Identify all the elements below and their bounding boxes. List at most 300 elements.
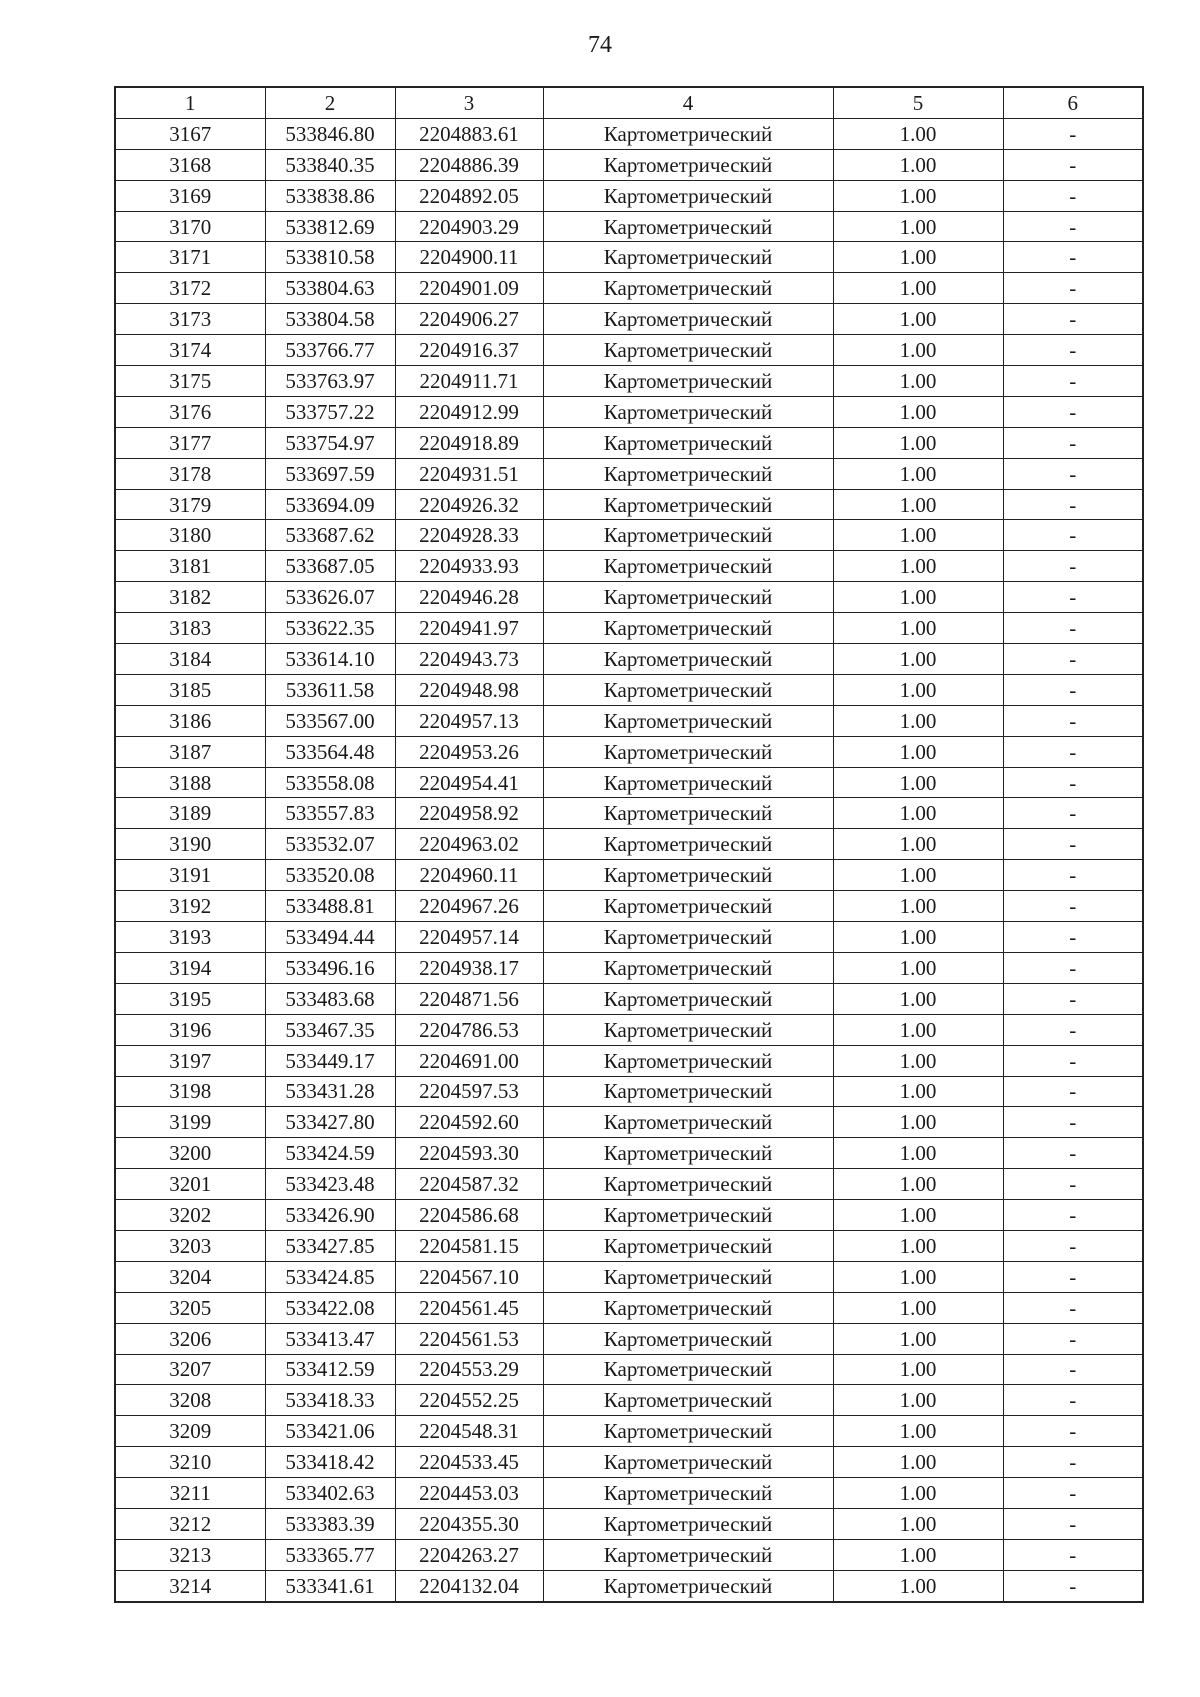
method-cell: Картометрический (543, 396, 833, 427)
y-coordinate-cell: 2204592.60 (395, 1107, 543, 1138)
note-cell: - (1003, 1354, 1143, 1385)
y-coordinate-cell: 2204561.45 (395, 1292, 543, 1323)
accuracy-cell: 1.00 (833, 644, 1003, 675)
method-cell: Картометрический (543, 1570, 833, 1601)
y-coordinate-cell: 2204883.61 (395, 118, 543, 149)
y-coordinate-cell: 2204958.92 (395, 798, 543, 829)
method-cell: Картометрический (543, 211, 833, 242)
x-coordinate-cell: 533564.48 (265, 736, 395, 767)
coordinates-table (114, 86, 1144, 1603)
x-coordinate-cell: 533567.00 (265, 705, 395, 736)
method-cell: Картометрический (543, 1385, 833, 1416)
y-coordinate-cell: 2204786.53 (395, 1014, 543, 1045)
x-coordinate-cell: 533496.16 (265, 952, 395, 983)
method-cell: Картометрический (543, 1261, 833, 1292)
note-cell: - (1003, 1138, 1143, 1169)
note-cell: - (1003, 118, 1143, 149)
accuracy-cell: 1.00 (833, 1570, 1003, 1601)
point-number-cell: 3187 (115, 736, 265, 767)
table-row (115, 242, 1143, 273)
y-coordinate-cell: 2204938.17 (395, 952, 543, 983)
table-row (115, 1570, 1143, 1601)
point-number-cell: 3170 (115, 211, 265, 242)
x-coordinate-cell: 533426.90 (265, 1200, 395, 1231)
note-cell: - (1003, 829, 1143, 860)
method-cell: Картометрический (543, 458, 833, 489)
y-coordinate-cell: 2204928.33 (395, 520, 543, 551)
x-coordinate-cell: 533840.35 (265, 149, 395, 180)
table-row (115, 1107, 1143, 1138)
note-cell: - (1003, 674, 1143, 705)
y-coordinate-cell: 2204957.13 (395, 705, 543, 736)
note-cell: - (1003, 1416, 1143, 1447)
method-cell: Картометрический (543, 736, 833, 767)
note-cell: - (1003, 1539, 1143, 1570)
point-number-cell: 3211 (115, 1478, 265, 1509)
table-row (115, 149, 1143, 180)
y-coordinate-cell: 2204597.53 (395, 1076, 543, 1107)
point-number-cell: 3197 (115, 1045, 265, 1076)
x-coordinate-cell: 533488.81 (265, 891, 395, 922)
y-coordinate-cell: 2204892.05 (395, 180, 543, 211)
y-coordinate-cell: 2204911.71 (395, 366, 543, 397)
y-coordinate-cell: 2204946.28 (395, 582, 543, 613)
method-cell: Картометрический (543, 1323, 833, 1354)
accuracy-cell: 1.00 (833, 458, 1003, 489)
method-cell: Картометрический (543, 551, 833, 582)
method-cell: Картометрический (543, 922, 833, 953)
method-cell: Картометрический (543, 273, 833, 304)
x-coordinate-cell: 533422.08 (265, 1292, 395, 1323)
x-coordinate-cell: 533611.58 (265, 674, 395, 705)
method-cell: Картометрический (543, 1416, 833, 1447)
point-number-cell: 3192 (115, 891, 265, 922)
point-number-cell: 3184 (115, 644, 265, 675)
accuracy-cell: 1.00 (833, 1478, 1003, 1509)
y-coordinate-cell: 2204957.14 (395, 922, 543, 953)
point-number-cell: 3208 (115, 1385, 265, 1416)
x-coordinate-cell: 533810.58 (265, 242, 395, 273)
note-cell: - (1003, 798, 1143, 829)
y-coordinate-cell: 2204916.37 (395, 335, 543, 366)
point-number-cell: 3196 (115, 1014, 265, 1045)
table-row (115, 798, 1143, 829)
note-cell: - (1003, 1107, 1143, 1138)
table-row (115, 1014, 1143, 1045)
accuracy-cell: 1.00 (833, 366, 1003, 397)
accuracy-cell: 1.00 (833, 829, 1003, 860)
table-row (115, 705, 1143, 736)
note-cell: - (1003, 335, 1143, 366)
accuracy-cell: 1.00 (833, 1169, 1003, 1200)
x-coordinate-cell: 533766.77 (265, 335, 395, 366)
y-coordinate-cell: 2204918.89 (395, 427, 543, 458)
table-row (115, 1261, 1143, 1292)
accuracy-cell: 1.00 (833, 118, 1003, 149)
method-cell: Картометрический (543, 1200, 833, 1231)
point-number-cell: 3182 (115, 582, 265, 613)
table-row (115, 922, 1143, 953)
method-cell: Картометрический (543, 489, 833, 520)
accuracy-cell: 1.00 (833, 1200, 1003, 1231)
accuracy-cell: 1.00 (833, 1385, 1003, 1416)
table-row (115, 551, 1143, 582)
table-row (115, 1169, 1143, 1200)
method-cell: Картометрический (543, 705, 833, 736)
accuracy-cell: 1.00 (833, 489, 1003, 520)
accuracy-cell: 1.00 (833, 1230, 1003, 1261)
note-cell: - (1003, 582, 1143, 613)
table-row (115, 1138, 1143, 1169)
x-coordinate-cell: 533483.68 (265, 983, 395, 1014)
note-cell: - (1003, 489, 1143, 520)
method-cell: Картометрический (543, 767, 833, 798)
note-cell: - (1003, 1323, 1143, 1354)
point-number-cell: 3194 (115, 952, 265, 983)
method-cell: Картометрический (543, 674, 833, 705)
note-cell: - (1003, 458, 1143, 489)
note-cell: - (1003, 1045, 1143, 1076)
method-cell: Картометрический (543, 1014, 833, 1045)
accuracy-cell: 1.00 (833, 860, 1003, 891)
accuracy-cell: 1.00 (833, 427, 1003, 458)
header-cell-2: 2 (265, 87, 395, 118)
table-row (115, 366, 1143, 397)
note-cell: - (1003, 613, 1143, 644)
accuracy-cell: 1.00 (833, 1045, 1003, 1076)
table-row (115, 396, 1143, 427)
note-cell: - (1003, 1076, 1143, 1107)
note-cell: - (1003, 952, 1143, 983)
method-cell: Картометрический (543, 1354, 833, 1385)
y-coordinate-cell: 2204132.04 (395, 1570, 543, 1601)
note-cell: - (1003, 644, 1143, 675)
method-cell: Картометрический (543, 520, 833, 551)
method-cell: Картометрический (543, 242, 833, 273)
page-number: 74 (588, 32, 612, 58)
note-cell: - (1003, 1169, 1143, 1200)
table-row (115, 427, 1143, 458)
point-number-cell: 3167 (115, 118, 265, 149)
header-cell-5: 5 (833, 87, 1003, 118)
point-number-cell: 3173 (115, 304, 265, 335)
table-row (115, 1200, 1143, 1231)
method-cell: Картометрический (543, 1478, 833, 1509)
note-cell: - (1003, 396, 1143, 427)
note-cell: - (1003, 1292, 1143, 1323)
table-row (115, 1292, 1143, 1323)
x-coordinate-cell: 533365.77 (265, 1539, 395, 1570)
x-coordinate-cell: 533812.69 (265, 211, 395, 242)
accuracy-cell: 1.00 (833, 1138, 1003, 1169)
point-number-cell: 3186 (115, 705, 265, 736)
point-number-cell: 3189 (115, 798, 265, 829)
accuracy-cell: 1.00 (833, 1354, 1003, 1385)
accuracy-cell: 1.00 (833, 891, 1003, 922)
method-cell: Картометрический (543, 613, 833, 644)
point-number-cell: 3188 (115, 767, 265, 798)
method-cell: Картометрический (543, 582, 833, 613)
point-number-cell: 3206 (115, 1323, 265, 1354)
method-cell: Картометрический (543, 1076, 833, 1107)
method-cell: Картометрический (543, 952, 833, 983)
y-coordinate-cell: 2204906.27 (395, 304, 543, 335)
method-cell: Картометрический (543, 335, 833, 366)
x-coordinate-cell: 533418.42 (265, 1447, 395, 1478)
y-coordinate-cell: 2204967.26 (395, 891, 543, 922)
table-row (115, 211, 1143, 242)
header-row (115, 87, 1143, 118)
table-row (115, 891, 1143, 922)
point-number-cell: 3183 (115, 613, 265, 644)
table-row (115, 458, 1143, 489)
y-coordinate-cell: 2204948.98 (395, 674, 543, 705)
accuracy-cell: 1.00 (833, 952, 1003, 983)
point-number-cell: 3198 (115, 1076, 265, 1107)
point-number-cell: 3199 (115, 1107, 265, 1138)
table-row (115, 1230, 1143, 1261)
note-cell: - (1003, 1508, 1143, 1539)
y-coordinate-cell: 2204691.00 (395, 1045, 543, 1076)
y-coordinate-cell: 2204886.39 (395, 149, 543, 180)
method-cell: Картометрический (543, 983, 833, 1014)
point-number-cell: 3193 (115, 922, 265, 953)
table-row (115, 674, 1143, 705)
table-row (115, 1478, 1143, 1509)
x-coordinate-cell: 533838.86 (265, 180, 395, 211)
note-cell: - (1003, 304, 1143, 335)
point-number-cell: 3180 (115, 520, 265, 551)
point-number-cell: 3172 (115, 273, 265, 304)
x-coordinate-cell: 533614.10 (265, 644, 395, 675)
note-cell: - (1003, 366, 1143, 397)
accuracy-cell: 1.00 (833, 674, 1003, 705)
accuracy-cell: 1.00 (833, 211, 1003, 242)
y-coordinate-cell: 2204926.32 (395, 489, 543, 520)
point-number-cell: 3169 (115, 180, 265, 211)
x-coordinate-cell: 533424.85 (265, 1261, 395, 1292)
accuracy-cell: 1.00 (833, 551, 1003, 582)
x-coordinate-cell: 533423.48 (265, 1169, 395, 1200)
note-cell: - (1003, 705, 1143, 736)
y-coordinate-cell: 2204593.30 (395, 1138, 543, 1169)
x-coordinate-cell: 533421.06 (265, 1416, 395, 1447)
accuracy-cell: 1.00 (833, 520, 1003, 551)
x-coordinate-cell: 533757.22 (265, 396, 395, 427)
x-coordinate-cell: 533402.63 (265, 1478, 395, 1509)
note-cell: - (1003, 1200, 1143, 1231)
x-coordinate-cell: 533413.47 (265, 1323, 395, 1354)
point-number-cell: 3191 (115, 860, 265, 891)
point-number-cell: 3178 (115, 458, 265, 489)
method-cell: Картометрический (543, 860, 833, 891)
x-coordinate-cell: 533412.59 (265, 1354, 395, 1385)
point-number-cell: 3174 (115, 335, 265, 366)
accuracy-cell: 1.00 (833, 1539, 1003, 1570)
y-coordinate-cell: 2204355.30 (395, 1508, 543, 1539)
note-cell: - (1003, 860, 1143, 891)
point-number-cell: 3168 (115, 149, 265, 180)
table-row (115, 304, 1143, 335)
x-coordinate-cell: 533558.08 (265, 767, 395, 798)
y-coordinate-cell: 2204553.29 (395, 1354, 543, 1385)
x-coordinate-cell: 533804.63 (265, 273, 395, 304)
accuracy-cell: 1.00 (833, 242, 1003, 273)
accuracy-cell: 1.00 (833, 1261, 1003, 1292)
point-number-cell: 3176 (115, 396, 265, 427)
accuracy-cell: 1.00 (833, 767, 1003, 798)
table-row (115, 1385, 1143, 1416)
table-row (115, 1354, 1143, 1385)
point-number-cell: 3195 (115, 983, 265, 1014)
point-number-cell: 3213 (115, 1539, 265, 1570)
point-number-cell: 3204 (115, 1261, 265, 1292)
table-row (115, 829, 1143, 860)
table-body (115, 118, 1143, 1601)
note-cell: - (1003, 891, 1143, 922)
accuracy-cell: 1.00 (833, 1508, 1003, 1539)
y-coordinate-cell: 2204453.03 (395, 1478, 543, 1509)
y-coordinate-cell: 2204933.93 (395, 551, 543, 582)
x-coordinate-cell: 533687.05 (265, 551, 395, 582)
x-coordinate-cell: 533449.17 (265, 1045, 395, 1076)
y-coordinate-cell: 2204954.41 (395, 767, 543, 798)
note-cell: - (1003, 273, 1143, 304)
note-cell: - (1003, 211, 1143, 242)
x-coordinate-cell: 533557.83 (265, 798, 395, 829)
x-coordinate-cell: 533532.07 (265, 829, 395, 860)
point-number-cell: 3190 (115, 829, 265, 860)
y-coordinate-cell: 2204963.02 (395, 829, 543, 860)
method-cell: Картометрический (543, 1539, 833, 1570)
accuracy-cell: 1.00 (833, 582, 1003, 613)
table-header (115, 87, 1143, 118)
y-coordinate-cell: 2204533.45 (395, 1447, 543, 1478)
x-coordinate-cell: 533427.85 (265, 1230, 395, 1261)
y-coordinate-cell: 2204548.31 (395, 1416, 543, 1447)
method-cell: Картометрический (543, 891, 833, 922)
table-row (115, 613, 1143, 644)
point-number-cell: 3171 (115, 242, 265, 273)
point-number-cell: 3210 (115, 1447, 265, 1478)
x-coordinate-cell: 533687.62 (265, 520, 395, 551)
method-cell: Картометрический (543, 366, 833, 397)
accuracy-cell: 1.00 (833, 983, 1003, 1014)
x-coordinate-cell: 533383.39 (265, 1508, 395, 1539)
method-cell: Картометрический (543, 149, 833, 180)
table-row (115, 180, 1143, 211)
table-row (115, 860, 1143, 891)
table-row (115, 582, 1143, 613)
point-number-cell: 3203 (115, 1230, 265, 1261)
method-cell: Картометрический (543, 644, 833, 675)
note-cell: - (1003, 1014, 1143, 1045)
accuracy-cell: 1.00 (833, 180, 1003, 211)
x-coordinate-cell: 533804.58 (265, 304, 395, 335)
y-coordinate-cell: 2204871.56 (395, 983, 543, 1014)
point-number-cell: 3200 (115, 1138, 265, 1169)
accuracy-cell: 1.00 (833, 922, 1003, 953)
x-coordinate-cell: 533697.59 (265, 458, 395, 489)
note-cell: - (1003, 551, 1143, 582)
table-row (115, 1045, 1143, 1076)
method-cell: Картометрический (543, 798, 833, 829)
y-coordinate-cell: 2204901.09 (395, 273, 543, 304)
table-row (115, 767, 1143, 798)
accuracy-cell: 1.00 (833, 335, 1003, 366)
x-coordinate-cell: 533427.80 (265, 1107, 395, 1138)
method-cell: Картометрический (543, 829, 833, 860)
method-cell: Картометрический (543, 1292, 833, 1323)
method-cell: Картометрический (543, 1447, 833, 1478)
note-cell: - (1003, 922, 1143, 953)
table-row (115, 1539, 1143, 1570)
table-row (115, 335, 1143, 366)
y-coordinate-cell: 2204903.29 (395, 211, 543, 242)
accuracy-cell: 1.00 (833, 273, 1003, 304)
y-coordinate-cell: 2204931.51 (395, 458, 543, 489)
y-coordinate-cell: 2204581.15 (395, 1230, 543, 1261)
method-cell: Картометрический (543, 1508, 833, 1539)
x-coordinate-cell: 533467.35 (265, 1014, 395, 1045)
note-cell: - (1003, 520, 1143, 551)
point-number-cell: 3212 (115, 1508, 265, 1539)
y-coordinate-cell: 2204567.10 (395, 1261, 543, 1292)
note-cell: - (1003, 242, 1143, 273)
method-cell: Картометрический (543, 1138, 833, 1169)
note-cell: - (1003, 1447, 1143, 1478)
accuracy-cell: 1.00 (833, 1107, 1003, 1138)
header-cell-6: 6 (1003, 87, 1143, 118)
method-cell: Картометрический (543, 427, 833, 458)
x-coordinate-cell: 533418.33 (265, 1385, 395, 1416)
accuracy-cell: 1.00 (833, 736, 1003, 767)
point-number-cell: 3214 (115, 1570, 265, 1601)
x-coordinate-cell: 533754.97 (265, 427, 395, 458)
accuracy-cell: 1.00 (833, 1447, 1003, 1478)
table-row (115, 952, 1143, 983)
accuracy-cell: 1.00 (833, 1076, 1003, 1107)
table-row (115, 273, 1143, 304)
x-coordinate-cell: 533431.28 (265, 1076, 395, 1107)
accuracy-cell: 1.00 (833, 798, 1003, 829)
method-cell: Картометрический (543, 304, 833, 335)
table-row (115, 983, 1143, 1014)
method-cell: Картометрический (543, 1045, 833, 1076)
accuracy-cell: 1.00 (833, 304, 1003, 335)
y-coordinate-cell: 2204263.27 (395, 1539, 543, 1570)
note-cell: - (1003, 1478, 1143, 1509)
point-number-cell: 3201 (115, 1169, 265, 1200)
table-row (115, 1416, 1143, 1447)
point-number-cell: 3202 (115, 1200, 265, 1231)
note-cell: - (1003, 767, 1143, 798)
method-cell: Картометрический (543, 118, 833, 149)
table-row (115, 1508, 1143, 1539)
point-number-cell: 3185 (115, 674, 265, 705)
accuracy-cell: 1.00 (833, 396, 1003, 427)
y-coordinate-cell: 2204960.11 (395, 860, 543, 891)
accuracy-cell: 1.00 (833, 613, 1003, 644)
note-cell: - (1003, 1230, 1143, 1261)
y-coordinate-cell: 2204943.73 (395, 644, 543, 675)
method-cell: Картометрический (543, 1230, 833, 1261)
accuracy-cell: 1.00 (833, 149, 1003, 180)
header-cell-3: 3 (395, 87, 543, 118)
point-number-cell: 3207 (115, 1354, 265, 1385)
point-number-cell: 3205 (115, 1292, 265, 1323)
accuracy-cell: 1.00 (833, 1323, 1003, 1354)
